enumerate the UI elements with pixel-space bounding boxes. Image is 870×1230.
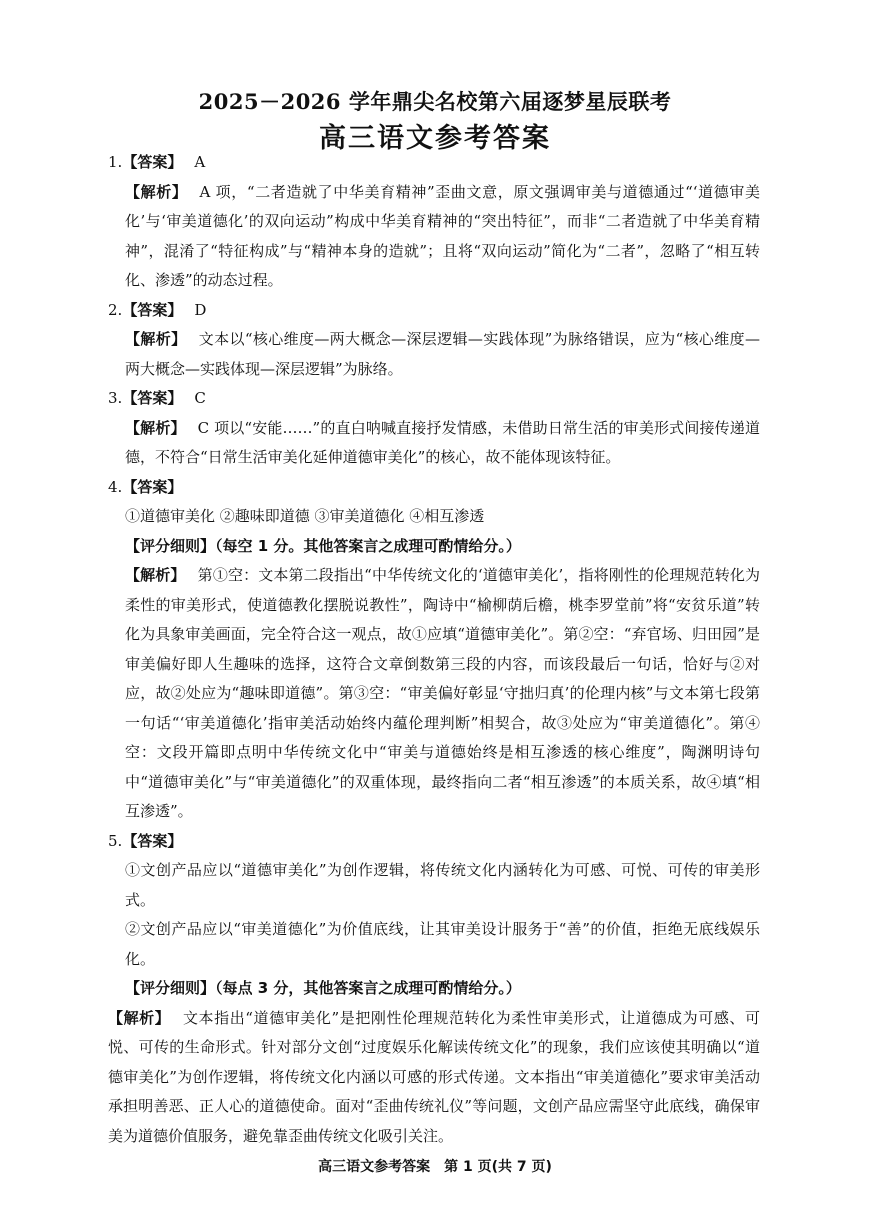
q4-analysis-row <box>108 561 760 827</box>
q4-scoring-tag: 【评分细则】 <box>125 536 216 555</box>
q2-answer-row <box>108 296 760 326</box>
q3-answer: C <box>194 389 206 407</box>
q5-answer-row <box>108 827 760 857</box>
q1-answer: A <box>194 153 206 171</box>
q2-answer-tag: 【答案】 <box>122 300 183 319</box>
q5-analysis: 文本指出“道德审美化”是把刚性伦理规范转化为柔性审美形式，让道德成为可感、可悦、可传的生命形式。针对部分文创“过度娱乐化解读传统文化”的现象，我们应该使其明确以“道德审美化”为创作逻辑，将传统文化内涵以可感的形式传递。文本指出“审美道德化”要求审美活动承担明善恶、正人心的道德使命。面对“歪曲传统礼仪”等问题，文创产品应需坚守此底线，确保审美为道德价值服务，避免靠歪曲传统文化吸引关注。 <box>108 1008 760 1145</box>
q3-answer-tag: 【答案】 <box>122 389 183 407</box>
q4-number: 4. <box>108 477 123 496</box>
q5-scoring-tag: 【评分细则】 <box>125 979 216 997</box>
q3-analysis-tag: 【解析】 <box>125 418 186 437</box>
q1-answer-tag: 【答案】 <box>122 153 183 171</box>
q5-answer-tag: 【答案】 <box>122 831 183 850</box>
q4-analysis: 第①空：文本第二段指出“中华传统文化的‘道德审美化’，指将刚性的伦理规范转化为柔性的审美形式，使道德教化摆脱说教性”，陶诗中“榆柳荫后檐，桃李罗堂前”将“安贫乐道”转化为具象审美画面，完全符合这一观点，故①应填“道德审美化”。第②空：“弃官场、归田园”是审美偏好即人生趣味的选择，这符合文章倒数第三段的内容，而该段最后一句话，恰好与②对应，故②处应为“趣味即道德”。第③空：“审美偏好彰显‘守拙归真’的伦理内核”与文本第七段第一句话“‘审美道德化’指审美活动始终内蕴伦理判断”相契合，故③处应为“审美道德化”。第④空：文段开篇即点明中华传统文化中“审美与道德始终是相互渗透的核心维度”，陶渊明诗句中“道德审美化”与“审美道德化”的双重体现，最终指向二者“相互渗透”的本质关系，故④填“相互渗透”。 <box>125 566 760 820</box>
q3-answer-row <box>108 384 760 414</box>
q1-number: 1. <box>108 153 123 171</box>
q5-point-2: ②文创产品应以“审美道德化”为价值底线，让其审美设计服务于“善”的价值，拒绝无底线娱乐化。 <box>125 920 760 968</box>
q1-analysis-row <box>108 178 760 296</box>
q2-analysis-tag: 【解析】 <box>125 330 187 348</box>
question-2 <box>108 296 760 385</box>
question-3 <box>108 384 760 473</box>
question-5 <box>108 827 760 1152</box>
q5-analysis-row <box>108 1004 760 1152</box>
q5-scoring: （每点 3 分，其他答案言之成理可酌情给分。） <box>215 979 521 997</box>
q3-analysis-row <box>108 414 760 473</box>
q5-point-1: ①文创产品应以“道德审美化”为创作逻辑，将传统文化内涵转化为可感、可悦、可传的审美形式。 <box>125 861 760 909</box>
answer-content <box>108 148 760 1151</box>
q2-number: 2. <box>108 300 123 319</box>
question-4 <box>108 473 760 827</box>
q1-analysis: A 项，“二者造就了中华美育精神”歪曲文意，原文强调审美与道德通过“‘道德审美化’与‘审美道德化’的双向运动”构成中华美育精神的“突出特征”，而非“二者造就了中华美育精神”，混淆了“特征构成”与“精神本身的造就”；且将“双向运动”简化为“二者”，忽略了“相互转化、渗透”的动态过程。 <box>125 182 760 289</box>
q4-analysis-tag: 【解析】 <box>125 566 186 584</box>
q2-analysis: 文本以“核心维度—两大概念—深层逻辑—实践体现”为脉络错误，应为“核心维度—两大概念—实践体现—深层逻辑”为脉络。 <box>125 330 760 378</box>
q1-analysis-tag: 【解析】 <box>125 182 188 201</box>
q4-answer: ①道德审美化 ②趣味即道德 ③审美道德化 ④相互渗透 <box>125 507 485 525</box>
question-1 <box>108 148 760 296</box>
q5-scoring-row <box>108 974 760 1004</box>
q5-number: 5. <box>108 831 123 850</box>
exam-title: 2025－2026 学年鼎尖名校第六届逐梦星辰联考 <box>198 89 672 114</box>
q4-answer-tag: 【答案】 <box>122 477 183 496</box>
q3-number: 3. <box>108 389 123 407</box>
q3-analysis: C 项以“安能……”的直白呐喊直接抒发情感，未借助日常生活的审美形式间接传递道德，不符合“日常生活审美化延伸道德审美化”的核心，故不能体现该特征。 <box>125 418 760 466</box>
q4-scoring: （每空 1 分。其他答案言之成理可酌情给分。） <box>215 536 521 555</box>
document-title: 高三语文参考答案 <box>319 123 551 154</box>
q4-answer-row <box>108 473 760 503</box>
q1-answer-row <box>108 148 760 178</box>
q5-analysis-tag: 【解析】 <box>108 1008 171 1027</box>
page-footer: 高三语文参考答案 第 1 页(共 7 页) <box>318 1159 552 1175</box>
q2-answer: D <box>194 300 207 319</box>
q4-scoring-row <box>108 532 760 562</box>
q2-analysis-row <box>108 325 760 384</box>
